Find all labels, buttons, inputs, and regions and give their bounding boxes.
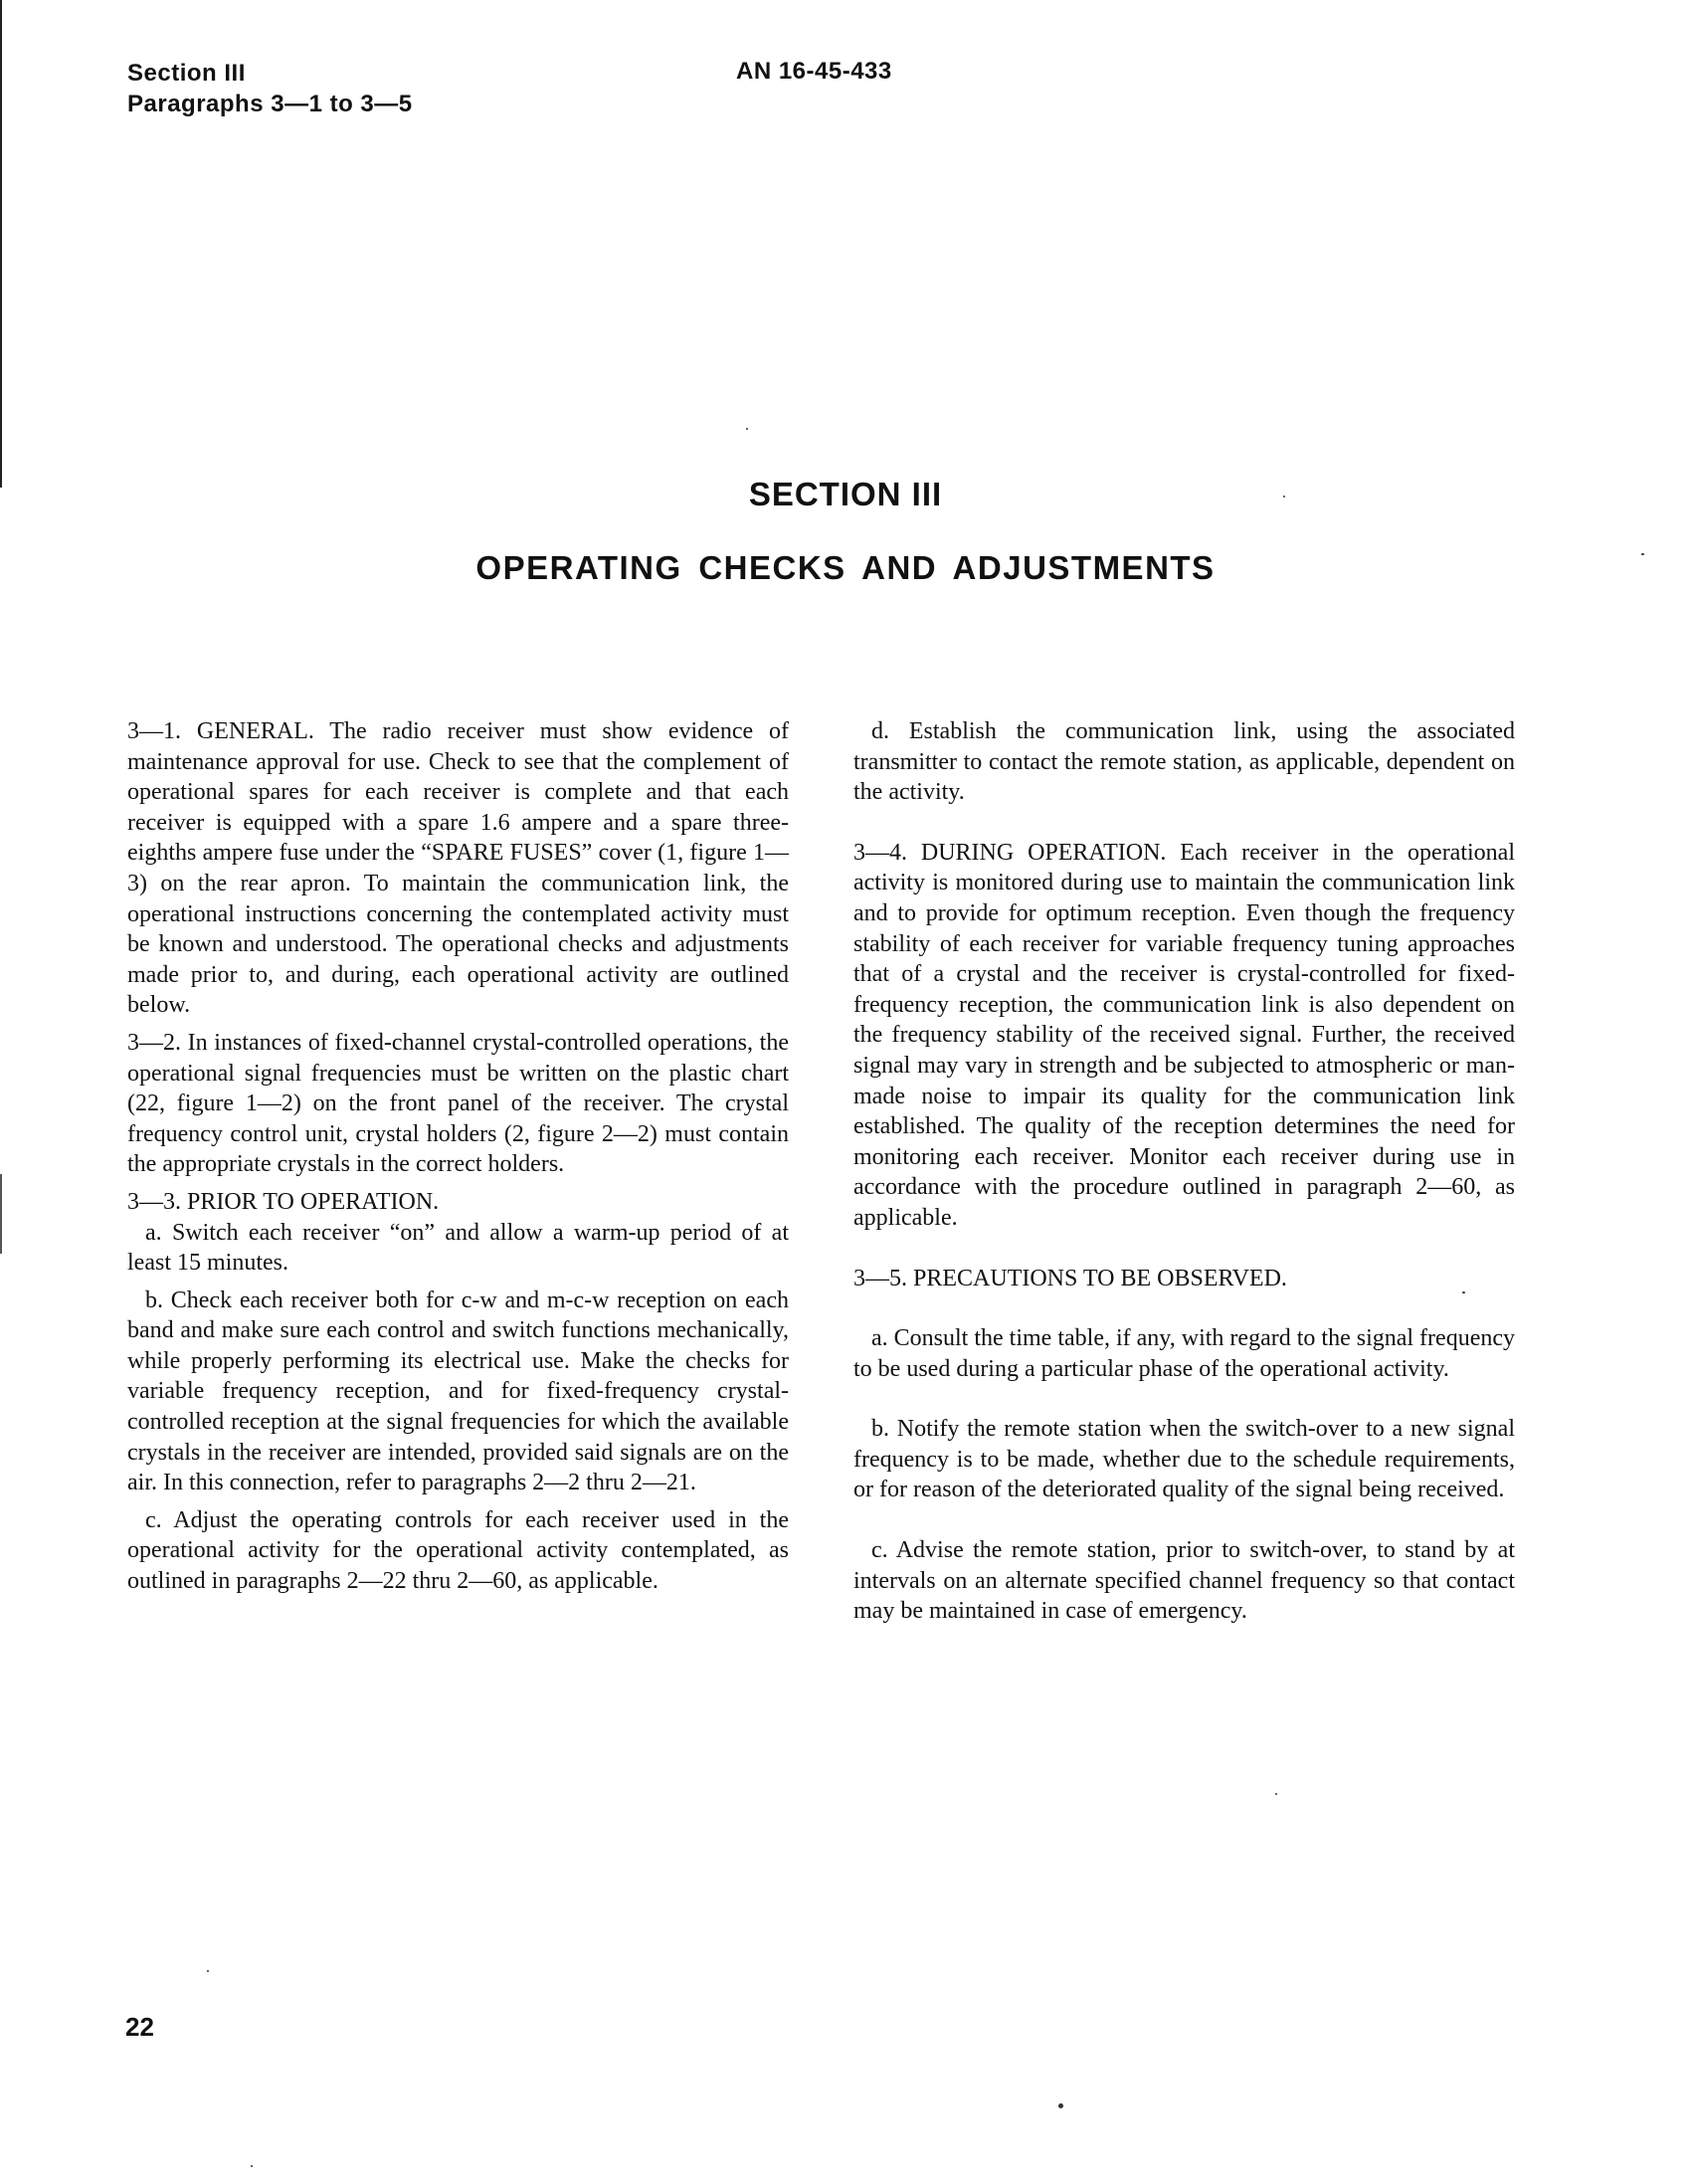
- scan-speck: [1058, 2103, 1063, 2108]
- section-subtitle: OPERATING CHECKS AND ADJUSTMENTS: [475, 549, 1216, 586]
- section-title: SECTION III: [748, 476, 943, 512]
- paragraph-3-5-b: b. Notify the remote station when the switch-over to a new signal frequency is to be made, whether due to the schedule requirements, or for reason of the deteriorated quality of the signal being received.: [853, 1416, 1515, 1503]
- running-header: [127, 58, 413, 119]
- header-paragraphs: Paragraphs 3—1 to 3—5: [127, 91, 413, 117]
- paragraph-3-3-d: d. Establish the communication link, using the associated transmitter to contact the remote station, as applicable, dependent on the activity.: [853, 718, 1515, 806]
- left-column: [127, 716, 789, 1597]
- paragraph-3-3-c: c. Adjust the operating controls for each receiver used in the operational activity for the operational activity contemplated, as outlined in paragraphs 2—22 thru 2—60, as applicable.: [127, 1506, 789, 1595]
- scan-speck: [1641, 553, 1644, 555]
- paragraph-3-5-heading: 3—5. PRECAUTIONS TO BE OBSERVED.: [853, 1265, 1287, 1291]
- scan-edge-line: [0, 0, 2, 488]
- paragraph-3-3-b: b. Check each receiver both for c-w and m-c-w reception on each band and make sure each control and switch functions mechanically, while properly performing its electrical use. Make the checks for variable frequency reception, and for fixed-frequency crystal-controlled reception at the signal frequencies for which the available crystals in the receiver are intended, provided said signals are on the air. In this connection, refer to paragraphs 2—2 thru 2—21.: [127, 1287, 789, 1496]
- page-number: 22: [125, 2012, 154, 2042]
- paragraph-3-5-c: c. Advise the remote station, prior to switch-over, to stand by at intervals on an alternate specified channel frequency so that contact may be maintained in case of emergency.: [853, 1537, 1515, 1625]
- scan-speck: [1462, 1291, 1465, 1293]
- scan-speck: [1275, 1793, 1277, 1795]
- scan-speck: [746, 428, 748, 430]
- paragraph-3-1: 3—1. GENERAL. The radio receiver must show evidence of maintenance approval for use. Check to see that the complement of operational spares for each receiver is complete and that each receiver is equipped with a spare 1.6 ampere and a spare three-eighths ampere fuse under the “SPARE FUSES” cover (1, figure 1—3) on the rear apron. To maintain the communication link, the operational instructions concerning the contemplated activity must be known and understood. The operational checks and adjustments made prior to, and during, each operational activity are outlined below.: [127, 718, 789, 1019]
- document-number: AN 16-45-433: [736, 58, 892, 85]
- scan-edge-line: [0, 1174, 2, 1254]
- scan-speck: [207, 1970, 209, 1972]
- header-section: Section III: [127, 60, 246, 87]
- paragraph-3-4: 3—4. DURING OPERATION. Each receiver in the operational activity is monitored during use to maintain the communication link and to provide for optimum reception. Even though the frequency stability of each receiver for variable frequency tuning approaches that of a crystal and the receiver is crystal-controlled for fixed-frequency reception, the communication link is also dependent on the frequency stability of the received signal. Further, the received signal may vary in strength and be subjected to atmospheric or man-made noise to impair its quality for the communication link established. The quality of the reception determines the need for monitoring each receiver. Monitor each receiver during use in accordance with the procedure outlined in paragraph 2—60, as applicable.: [853, 839, 1515, 1231]
- paragraph-3-3-heading: 3—3. PRIOR TO OPERATION.: [127, 1188, 440, 1215]
- paragraph-3-2: 3—2. In instances of fixed-channel crystal-controlled operations, the operational signal frequencies must be written on the plastic chart (22, figure 1—2) on the front panel of the receiver. The crystal frequency control unit, crystal holders (2, figure 2—2) must contain the appropriate crystals in the correct holders.: [127, 1029, 789, 1178]
- scan-speck: [1283, 496, 1285, 497]
- paragraph-3-5-a: a. Consult the time table, if any, with regard to the signal frequency to be used during a particular phase of the operational activity.: [853, 1325, 1515, 1382]
- paragraph-3-3-a: a. Switch each receiver “on” and allow a warm-up period of at least 15 minutes.: [127, 1219, 789, 1277]
- right-column: [853, 716, 1515, 1627]
- scan-speck: [251, 2165, 253, 2167]
